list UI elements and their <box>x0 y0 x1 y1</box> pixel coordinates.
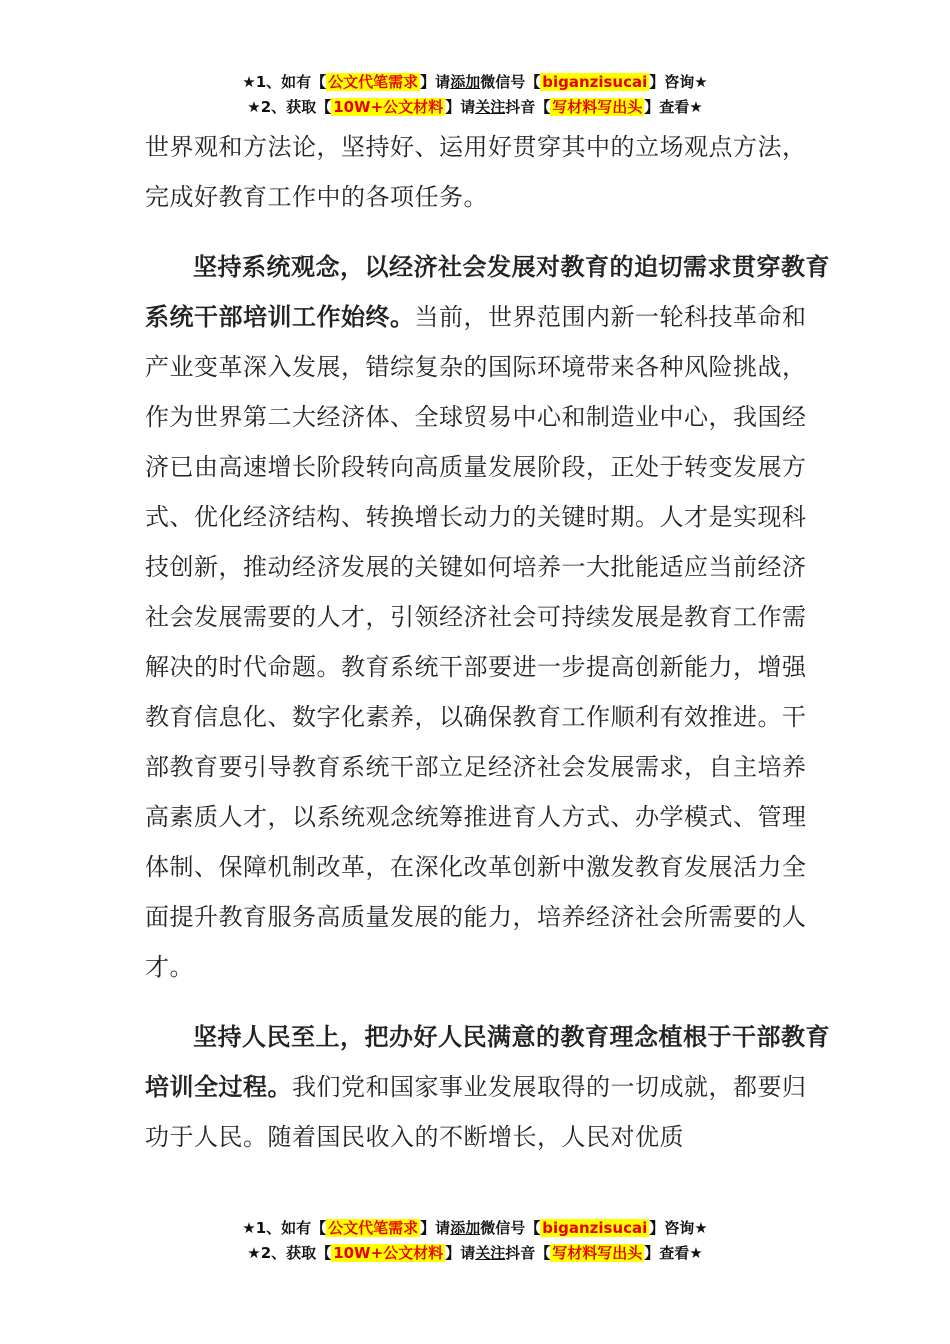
banner-text: ★2、获取【 <box>247 1244 332 1262</box>
banner-line-1 <box>0 70 950 95</box>
highlight-douyin-account: 写材料写出头 <box>552 1244 643 1262</box>
document-body <box>145 122 830 1162</box>
paragraph-people-first <box>145 1012 830 1162</box>
footer-banner <box>0 1216 950 1266</box>
banner-text: ★1、如有【 <box>242 1219 327 1237</box>
banner-text: 】请 <box>420 73 451 91</box>
highlight-materials: 10W+公文材料 <box>333 1244 444 1262</box>
highlight-service: 公文代笔需求 <box>328 1219 419 1237</box>
banner-text: 】请 <box>445 1244 476 1262</box>
header-banner <box>0 70 950 120</box>
banner-text: 】查看★ <box>644 98 703 116</box>
banner-line-2 <box>0 1241 950 1266</box>
banner-text: 微信号【 <box>480 1219 541 1237</box>
highlight-wechat-id: biganzisucai <box>542 73 648 91</box>
paragraph-text: 我们党和国家事业发展取得的一切成就，都要归功于人民。随着国民收入的不断增长，人民对优质 <box>145 1073 807 1151</box>
paragraph-heading: 坚持人民至上，把办好人民满意的教育理念植根于干部教育培训全过程。 <box>145 1023 830 1101</box>
banner-line-1 <box>0 1216 950 1241</box>
banner-text: 微信号【 <box>480 73 541 91</box>
banner-text: ★2、获取【 <box>247 98 332 116</box>
highlight-wechat-id: biganzisucai <box>542 1219 648 1237</box>
banner-underline: 关注 <box>475 98 506 116</box>
banner-text: 】咨询★ <box>649 73 708 91</box>
paragraph-text: 当前，世界范围内新一轮科技革命和产业变革深入发展，错综复杂的国际环境带来各种风险挑战，作为世界第二大经济体、全球贸易中心和制造业中心，我国经济已由高速增长阶段转向高质量发展阶段，正处于转变发展方式、优化经济结构、转换增长动力的关键时期。人才是实现科技创新，推动经济发展的关键如何培养一大批能适应当前经济社会发展需要的人才，引领经济社会可持续发展是教育工作需解决的时代命题。教育系统干部要进一步提高创新能力，增强教育信息化、数字化素养，以确保教育工作顺利有效推进。干部教育要引导教育系统干部立足经济社会发展需求，自主培养高素质人才，以系统观念统筹推进育人方式、办学模式、管理体制、保障机制改革，在深化改革创新中激发教育发展活力全面提升教育服务高质量发展的能力，培养经济社会所需要的人才。 <box>145 303 807 981</box>
highlight-service: 公文代笔需求 <box>328 73 419 91</box>
paragraph-system-concept <box>145 242 830 992</box>
highlight-materials: 10W+公文材料 <box>333 98 444 116</box>
banner-underline: 添加 <box>450 73 481 91</box>
banner-text: 】请 <box>420 1219 451 1237</box>
highlight-douyin-account: 写材料写出头 <box>552 98 643 116</box>
banner-text: 】请 <box>445 98 476 116</box>
banner-underline: 关注 <box>475 1244 506 1262</box>
banner-underline: 添加 <box>450 1219 481 1237</box>
banner-text: 】查看★ <box>644 1244 703 1262</box>
banner-text: ★1、如有【 <box>242 73 327 91</box>
banner-text: 抖音【 <box>505 98 551 116</box>
banner-text: 】咨询★ <box>649 1219 708 1237</box>
banner-text: 抖音【 <box>505 1244 551 1262</box>
intro-paragraph: 世界观和方法论，坚持好、运用好贯穿其中的立场观点方法，完成好教育工作中的各项任务。 <box>145 133 807 211</box>
banner-line-2 <box>0 95 950 120</box>
paragraph-heading: 坚持系统观念，以经济社会发展对教育的迫切需求贯穿教育系统干部培训工作始终。 <box>145 253 830 331</box>
